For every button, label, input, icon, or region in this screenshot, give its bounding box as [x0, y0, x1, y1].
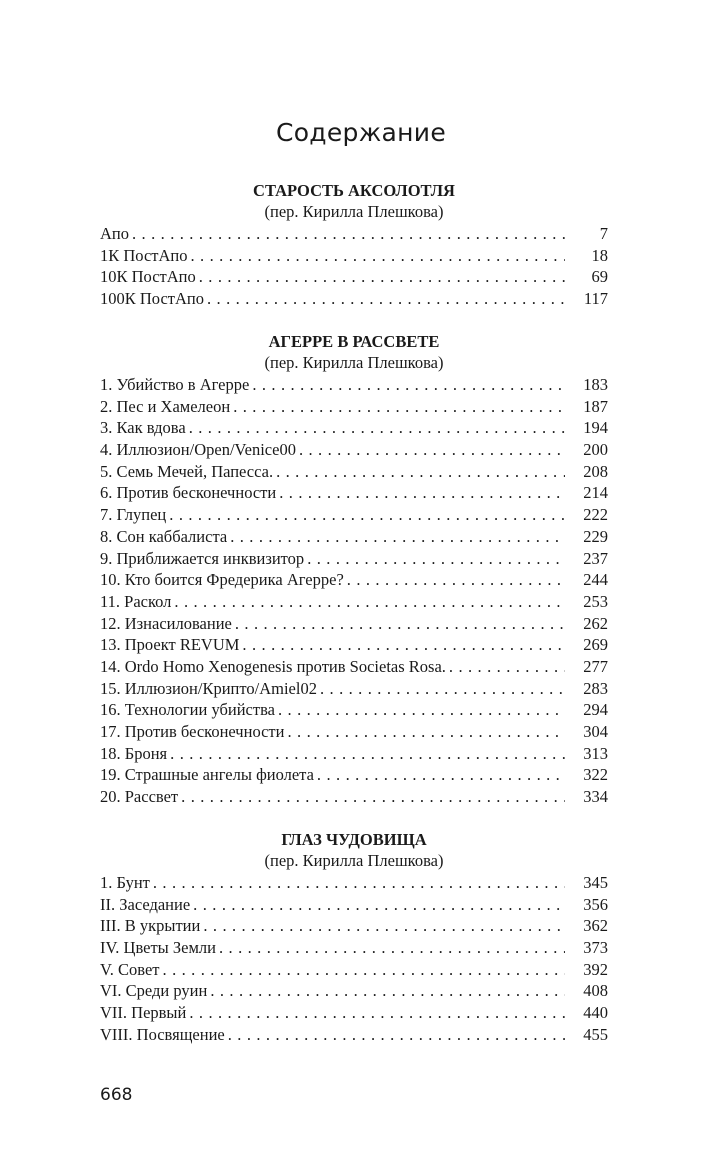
toc-entry-title: 19. Страшные ангелы фиолета — [100, 765, 314, 785]
toc-entry-title: 12. Изнасилование — [100, 613, 232, 633]
toc-dot-leader — [299, 439, 565, 461]
toc-entry-page: 373 — [583, 938, 608, 958]
toc-entry-page: 304 — [583, 722, 608, 741]
toc-entry-page: 362 — [583, 916, 608, 936]
toc-entry-title: 6. Против бесконечности — [100, 483, 277, 503]
toc-entry — [100, 699, 608, 721]
toc-dot-leader — [233, 396, 565, 418]
toc-entry — [100, 1024, 608, 1046]
toc-entry — [100, 591, 608, 613]
toc-list — [100, 872, 608, 1046]
toc-dot-leader — [219, 937, 565, 959]
toc-entry-title: 14. Ordo Homo Xenogenesis против Societas Rosa. — [100, 656, 446, 676]
toc-entry-page: 222 — [583, 505, 608, 525]
toc-entry-page: 237 — [583, 548, 608, 568]
toc-dot-leader — [235, 613, 565, 635]
toc-entry-title: III. В укрытии — [100, 916, 201, 936]
toc-dot-leader — [347, 569, 565, 591]
toc-entry-page: 294 — [583, 700, 608, 720]
toc-entry-title: 1. Убийство в Агерре — [100, 375, 250, 394]
toc-entry-title: 7. Глупец — [100, 505, 167, 525]
toc-entry-title: VII. Первый — [100, 1003, 187, 1023]
toc-entry-page: 7 — [599, 224, 608, 243]
toc-dot-leader — [276, 461, 565, 483]
toc-entry — [100, 678, 608, 700]
toc-entry-page: 183 — [583, 375, 608, 394]
toc-entry-page: 194 — [583, 418, 608, 438]
toc-entry-page: 392 — [583, 959, 608, 979]
toc-entry-page: 208 — [583, 461, 608, 481]
toc-entry — [100, 569, 608, 591]
toc-entry-page: 283 — [583, 678, 608, 698]
toc-entry — [100, 786, 608, 808]
toc-entry-page: 334 — [583, 787, 608, 807]
toc-dot-leader — [170, 743, 565, 765]
toc-entry-title: 9. Приближается инквизитор — [100, 548, 305, 568]
toc-dot-leader — [203, 915, 565, 937]
toc-dot-leader — [199, 266, 565, 288]
toc-entry — [100, 980, 608, 1002]
toc-entry-title: 10К ПостАпо — [100, 267, 196, 287]
toc-entry — [100, 743, 608, 765]
toc-entry — [100, 1002, 608, 1024]
toc-entry-title: 2. Пес и Хамелеон — [100, 396, 231, 416]
toc-dot-leader — [307, 548, 565, 570]
toc-dot-leader — [189, 1002, 565, 1024]
toc-entry-title: VIII. Посвящение — [100, 1024, 225, 1044]
toc-section-agerre-v-rassvete — [100, 331, 608, 808]
toc-entry-title: 1К ПостАпо — [100, 245, 188, 265]
toc-entry — [100, 245, 608, 267]
toc-entry — [100, 656, 608, 678]
toc-entry-title: 13. Проект REVUM — [100, 635, 240, 655]
toc-entry-title: 3. Как вдова — [100, 418, 186, 438]
toc-entry-page: 200 — [583, 440, 608, 460]
section-translator: (пер. Кирилла Плешкова) — [264, 851, 444, 870]
toc-entry — [100, 461, 608, 483]
toc-dot-leader — [174, 591, 565, 613]
toc-dot-leader — [242, 634, 565, 656]
toc-dot-leader — [153, 872, 565, 894]
toc-entry — [100, 959, 608, 981]
toc-entry-title: 100К ПостАпо — [100, 289, 204, 309]
toc-entry-page: 313 — [583, 743, 608, 763]
toc-dot-leader — [210, 980, 565, 1002]
toc-entry-page: 408 — [583, 981, 608, 1001]
toc-section-starost-aksolotlya — [100, 180, 608, 310]
toc-entry-page: 269 — [583, 635, 608, 655]
section-heading: ГЛАЗ ЧУДОВИЩА — [281, 830, 427, 849]
toc-entry-page: 455 — [583, 1024, 608, 1044]
toc-entry-title: 1. Бунт — [100, 873, 150, 892]
toc-entry — [100, 374, 608, 396]
section-translator: (пер. Кирилла Плешкова) — [264, 353, 444, 372]
toc-entry-title: 10. Кто боится Фредерика Агерре? — [100, 570, 344, 590]
toc-dot-leader — [228, 1024, 565, 1046]
toc-entry-title: Апо — [100, 224, 129, 243]
toc-entry-title: 18. Броня — [100, 743, 168, 763]
toc-entry — [100, 613, 608, 635]
toc-entry — [100, 548, 608, 570]
toc-entry-title: II. Заседание — [100, 894, 191, 914]
toc-entry-page: 244 — [583, 570, 608, 590]
toc-entry — [100, 266, 608, 288]
toc-dot-leader — [230, 526, 565, 548]
toc-dot-leader — [163, 959, 565, 981]
toc-entry-page: 356 — [583, 894, 608, 914]
toc-entry-title: 15. Иллюзион/Крипто/Amiel02 — [100, 678, 317, 698]
toc-entry-page: 214 — [583, 483, 608, 503]
section-translator: (пер. Кирилла Плешкова) — [264, 202, 444, 221]
toc-dot-leader — [287, 721, 565, 743]
toc-entry — [100, 721, 608, 743]
toc-list — [100, 223, 608, 310]
toc-entry-title: 20. Рассвет — [100, 787, 179, 807]
toc-dot-leader — [132, 223, 565, 245]
toc-dot-leader — [252, 374, 565, 396]
toc-entry — [100, 439, 608, 461]
toc-dot-leader — [278, 699, 565, 721]
toc-dot-leader — [189, 417, 565, 439]
toc-entry — [100, 937, 608, 959]
toc-entry — [100, 526, 608, 548]
toc-entry-page: 229 — [583, 526, 608, 546]
toc-dot-leader — [193, 894, 565, 916]
toc-entry-page: 277 — [583, 656, 608, 676]
toc-entry-page: 69 — [591, 267, 608, 287]
toc-entry-page: 187 — [583, 396, 608, 416]
toc-entry-title: VI. Среди руин — [100, 981, 208, 1001]
toc-entry — [100, 396, 608, 418]
toc-dot-leader — [181, 786, 565, 808]
toc-dot-leader — [169, 504, 565, 526]
toc-entry — [100, 894, 608, 916]
toc-dot-leader — [279, 482, 565, 504]
toc-entry-page: 253 — [583, 591, 608, 611]
toc-entry-title: 8. Сон каббалиста — [100, 526, 228, 546]
toc-dot-leader — [317, 764, 565, 786]
toc-entry-page: 262 — [583, 613, 608, 633]
toc-entry — [100, 417, 608, 439]
toc-entry-page: 440 — [583, 1003, 608, 1023]
toc-entry — [100, 288, 608, 310]
toc-entry-title: 4. Иллюзион/Open/Venice00 — [100, 440, 296, 460]
toc-entry-title: 16. Технологии убийства — [100, 700, 275, 720]
toc-dot-leader — [449, 656, 565, 678]
section-heading: АГЕРРЕ В РАССВЕТЕ — [268, 332, 440, 351]
toc-entry — [100, 482, 608, 504]
toc-section-glaz-chudovishcha — [100, 829, 608, 1046]
page-number: 668 — [100, 1085, 133, 1105]
toc-entry — [100, 764, 608, 786]
toc-entry-page: 322 — [583, 765, 608, 785]
toc-entry — [100, 872, 608, 894]
toc-dot-leader — [191, 245, 566, 267]
toc-list — [100, 374, 608, 808]
toc-entry — [100, 634, 608, 656]
page-title: Содержание — [275, 118, 447, 147]
toc-entry-title: 11. Раскол — [100, 591, 172, 611]
toc-entry — [100, 223, 608, 245]
toc-entry-title: IV. Цветы Земли — [100, 938, 216, 958]
toc-entry-title: 5. Семь Мечей, Папесса. — [100, 461, 274, 481]
toc-entry-title: 17. Против бесконечности — [100, 722, 285, 741]
toc-dot-leader — [320, 678, 565, 700]
toc-entry-page: 18 — [591, 245, 608, 265]
toc-entry — [100, 504, 608, 526]
toc-dot-leader — [207, 288, 565, 310]
toc-entry-page: 345 — [583, 873, 608, 892]
toc-entry-title: V. Совет — [100, 959, 160, 979]
section-heading: СТАРОСТЬ АКСОЛОТЛЯ — [253, 181, 455, 200]
toc-entry — [100, 915, 608, 937]
toc-entry-page: 117 — [583, 289, 608, 309]
